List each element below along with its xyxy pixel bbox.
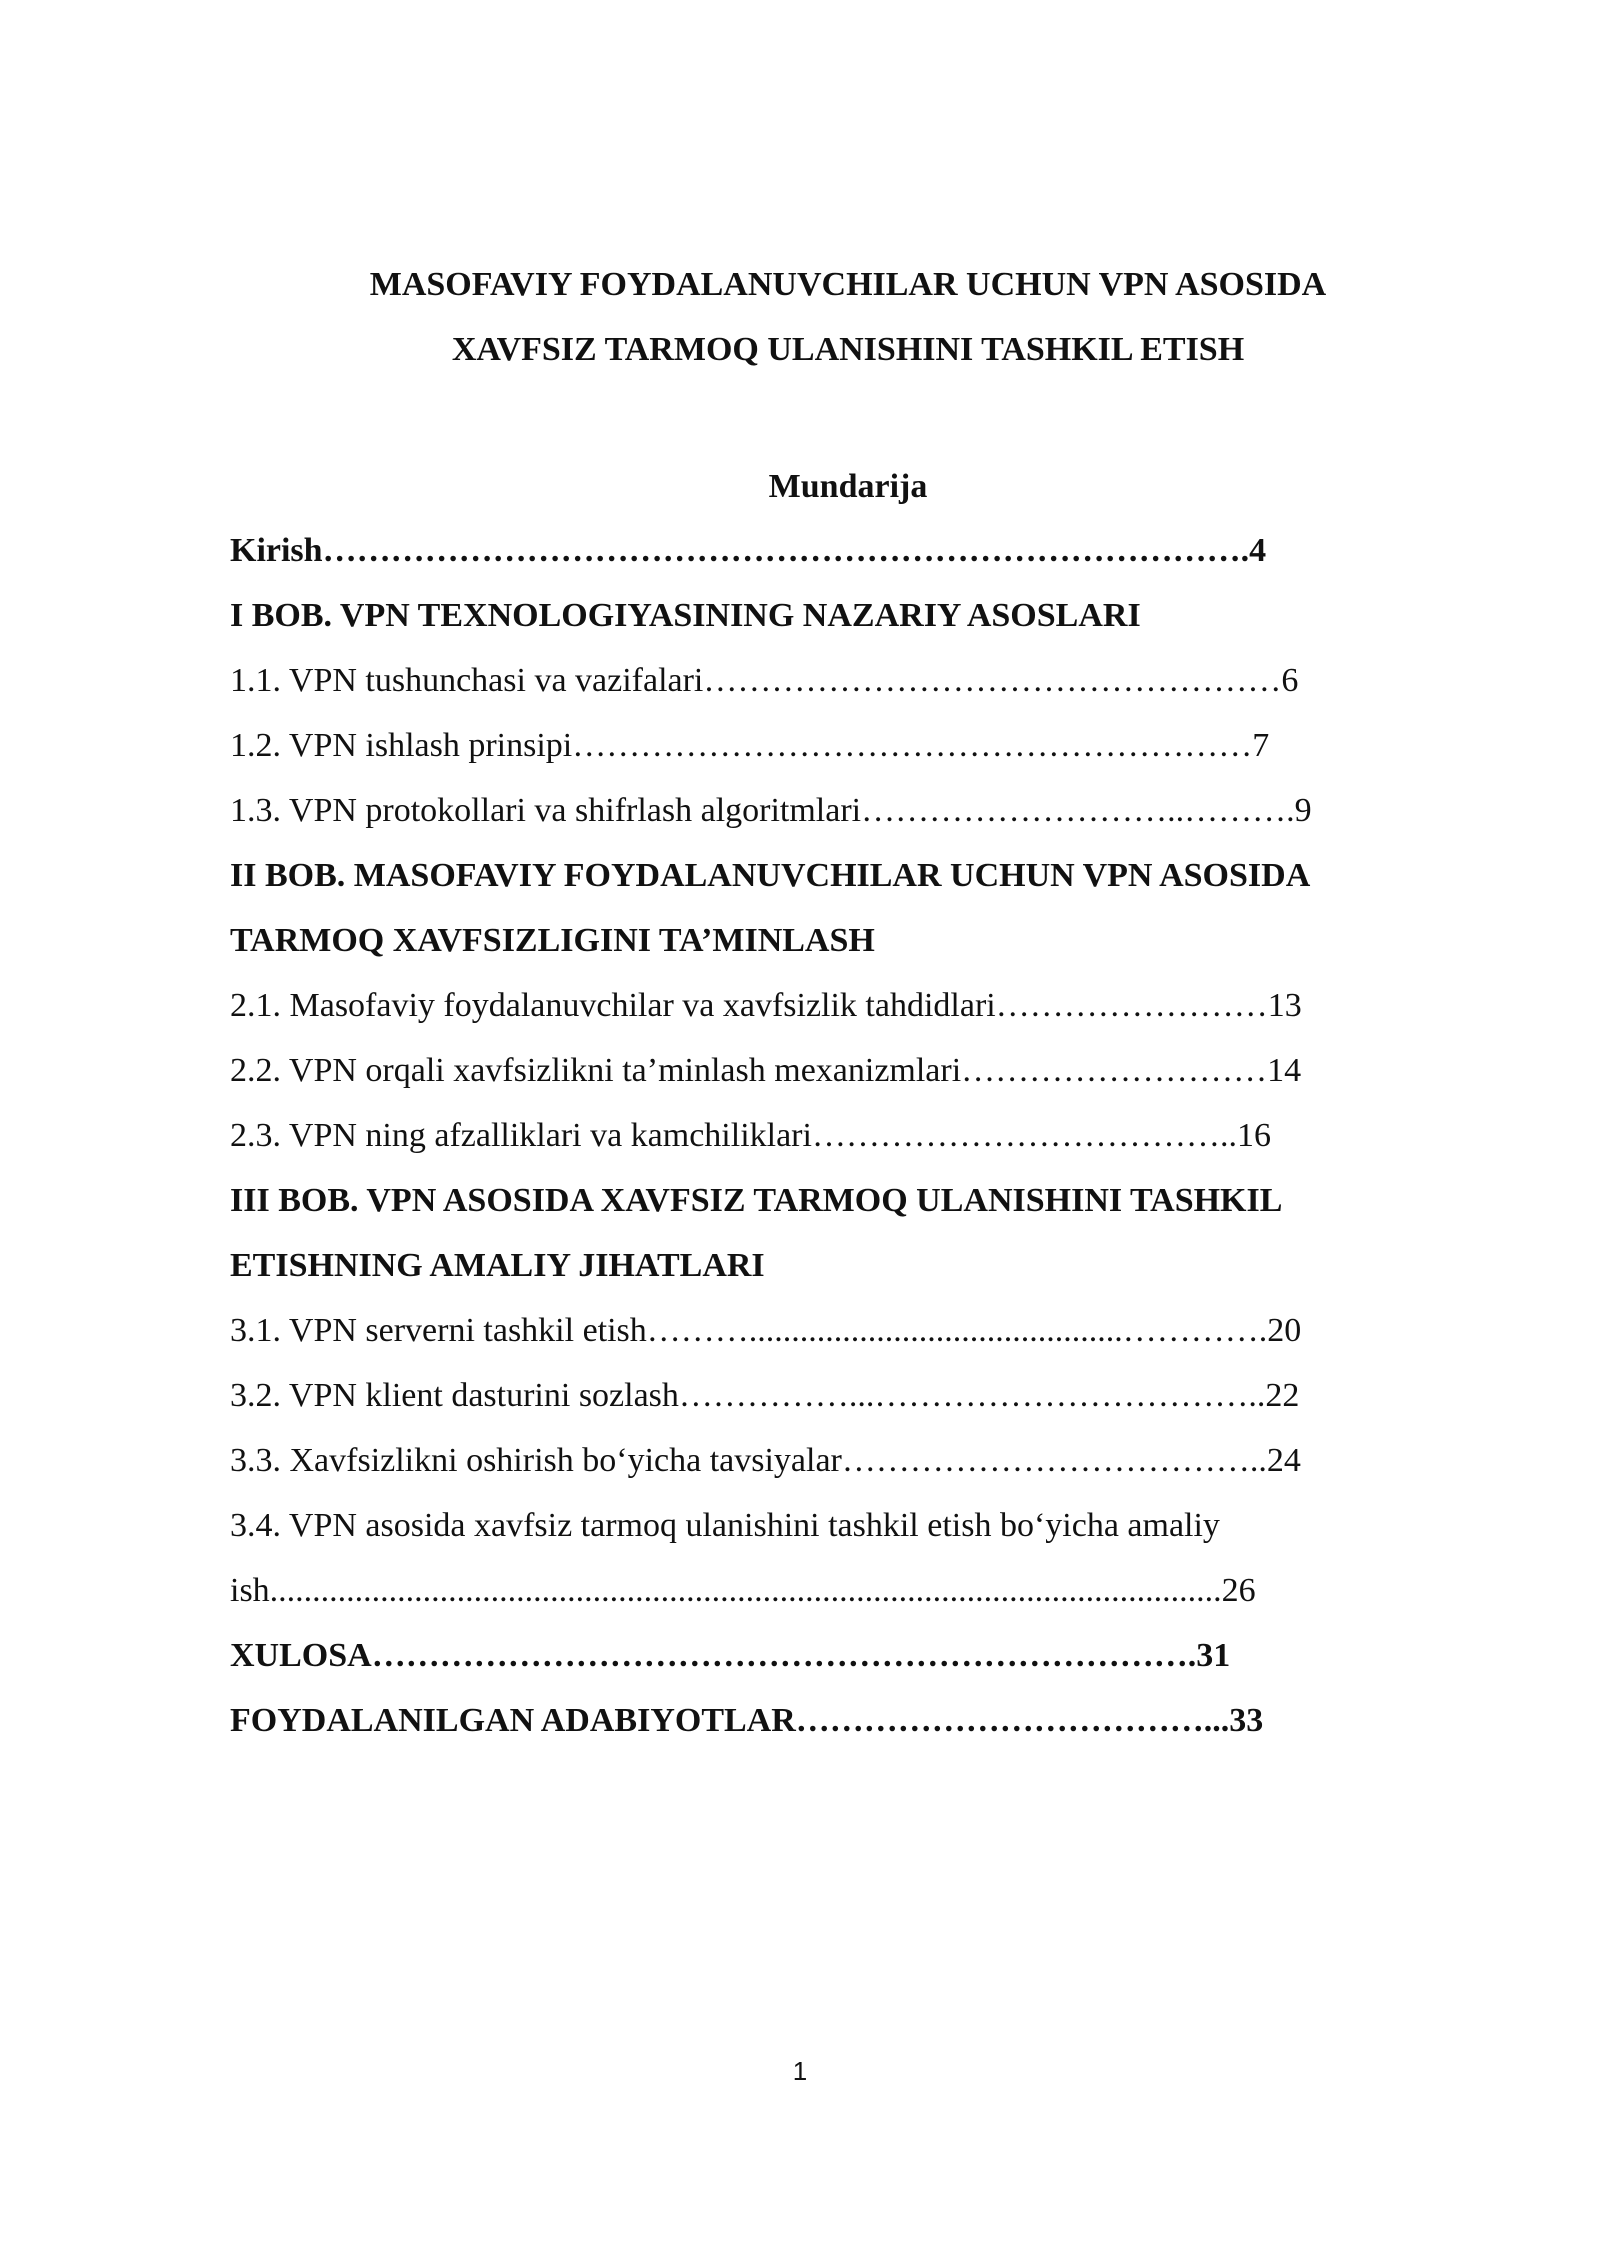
toc-chapter-2-title-line-1: II BOB. MASOFAVIY FOYDALANUVCHILAR UCHUN VPN ASOSIDA	[230, 857, 1311, 894]
toc-entry-2-2: 2.2. VPN orqali xavfsizlikni ta’minlash mexanizmlari………………………14	[230, 1052, 1302, 1089]
document-title	[230, 252, 1466, 382]
toc-entry-3-4-line-1: 3.4. VPN asosida xavfsiz tarmoq ulanishini tashkil etish bo‘yicha amaliy	[230, 1507, 1220, 1544]
toc-chapter-3-title-line-1: III BOB. VPN ASOSIDA XAVFSIZ TARMOQ ULANISHINI TASHKIL	[230, 1182, 1283, 1219]
toc-entry-1-3: 1.3. VPN protokollari va shifrlash algoritmlari………………………..……….9	[230, 792, 1312, 829]
title-line-2: XAVFSIZ TARMOQ ULANISHINI TASHKIL ETISH	[451, 331, 1245, 368]
page-number: 1	[792, 2056, 808, 2086]
toc-entry-3-1: 3.1. VPN serverni tashkil etish………............................................………….20	[230, 1312, 1302, 1349]
toc-entry-3-2: 3.2. VPN klient dasturini sozlash……………...……………………………..22	[230, 1377, 1300, 1414]
toc-chapter-3-title-line-2: ETISHNING AMALIY JIHATLARI	[230, 1247, 765, 1284]
toc-entry-3-4-line-2: ish................................................................................................................26	[230, 1572, 1256, 1609]
toc-chapter-2-title-line-2: TARMOQ XAVFSIZLIGINI TA’MINLASH	[230, 922, 875, 959]
toc-entry-2-1: 2.1. Masofaviy foydalanuvchilar va xavfsizlik tahdidlari……………………13	[230, 987, 1302, 1024]
toc-entry-kirish: Kirish……………………………………………………………………….4	[230, 532, 1267, 569]
toc-chapter-1-title: I BOB. VPN TEXNOLOGIYASINING NAZARIY ASOSLARI	[230, 597, 1141, 634]
toc-entry-1-2: 1.2. VPN ishlash prinsipi……………………………………………………7	[230, 727, 1270, 764]
table-of-contents	[230, 518, 1424, 1753]
toc-entry-adabiyotlar: FOYDALANILGAN ADABIYOTLAR………………………………...33	[230, 1702, 1264, 1739]
toc-entry-2-3: 2.3. VPN ning afzalliklari va kamchiliklari………………………………..16	[230, 1117, 1271, 1154]
toc-heading: Mundarija	[768, 468, 928, 505]
toc-entry-1-1: 1.1. VPN tushunchasi va vazifalari……………………………………………6	[230, 662, 1299, 699]
toc-entry-xulosa: XULOSA……………………………………………………………….31	[230, 1637, 1231, 1674]
toc-entry-3-3: 3.3. Xavfsizlikni oshirish bo‘yicha tavsiyalar………………………………..24	[230, 1442, 1301, 1479]
title-line-1: MASOFAVIY FOYDALANUVCHILAR UCHUN VPN ASOSIDA	[369, 266, 1327, 303]
